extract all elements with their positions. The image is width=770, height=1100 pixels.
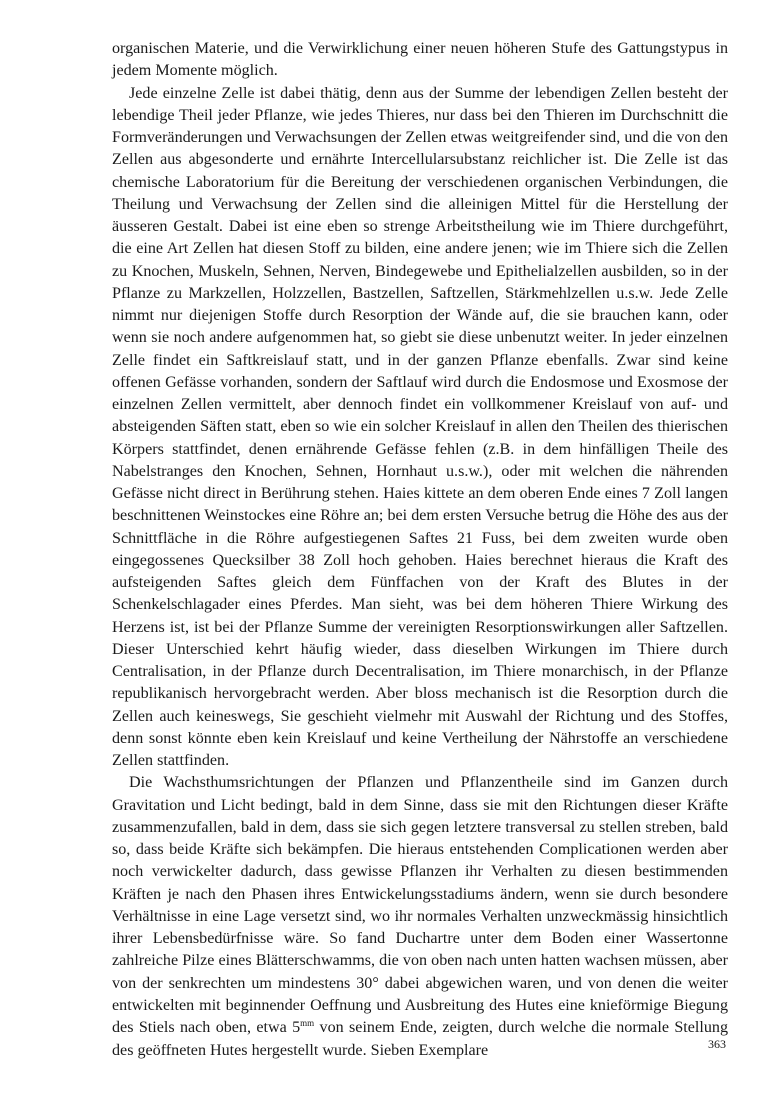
page-body: [112, 38, 728, 1063]
paragraph-3-text-a: Die Wachsthumsrichtungen der Pflanzen und Pflanzentheile sind im Ganzen durch Gravitation und Licht bedingt, bald in dem Sinne, dass sie mit den Richtungen dieser Kräfte zusammenzufallen, bald in dem, dass sie sich gegen letztere transversal zu stellen streben, bald so, dass beide Kräfte sich bekämpfen. Die hieraus entstehenden Complicationen werden aber noch verwickelter dadurch, dass gewisse Pflanzen ihr Verhalten zu diesen bestimmenden Kräften je nach den Phasen ihres Entwickelungsstadiums ändern, wenn sie durch besondere Verhältnisse in eine Lage versetzt sind, wo ihr normales Verhalten unzweckmässig hinsichtlich ihrer Lebensbedürfnisse wäre. So fand Duchartre unter dem Boden einer Wassertonne zahlreiche Pilze eines Blätterschwamms, die von oben nach unten hatten wachsen müssen, aber von der senkrechten um mindestens 30° dabei abgewichen waren, und von denen die weiter entwickelten mit beginnender Oeffnung und Ausbreitung des Hutes eine knieförmige Biegung des Stiels nach oben, etwa 5: [112, 774, 728, 1036]
paragraph-3: [112, 772, 728, 1062]
paragraph-3-text-b: von seinem Ende, zeigten, durch welche die normale Stellung des geöffneten Hutes hergestellt wurde. Sieben Exemplare: [112, 1019, 728, 1060]
paragraph-2: Jede einzelne Zelle ist dabei thätig, denn aus der Summe der lebendigen Zellen besteht der lebendige Theil jeder Pflanze, wie jedes Thieres, nur dass bei den Thieren im Durchschnitt die Formveränderungen und Verwachsungen der Zellen etwas weitgreifender sind, und die von den Zellen aus abgesonderte und ernährte Intercellularsubstanz reichlicher ist. Die Zelle ist das chemische Laboratorium für die Bereitung der verschiedenen organischen Verbindungen, die Theilung und Verwachsung der Zellen sind die alleinigen Mittel für die Herstellung der äusseren Gestalt. Dabei ist eine eben so strenge Arbeitstheilung wie im Thiere durchgeführt, die eine Art Zellen hat diesen Stoff zu bilden, eine andere jenen; wie im Thiere sich die Zellen zu Knochen, Muskeln, Sehnen, Nerven, Bindegewebe und Epithelialzellen ausbilden, so in der Pflanze zu Markzellen, Holzzellen, Bastzellen, Saftzellen, Stärkmehlzellen u.s.w. Jede Zelle nimmt nur diejenigen Stoffe durch Resorption der Wände auf, die sie brauchen kann, oder wenn sie noch andere aufgenommen hat, so giebt sie diese unbenutzt weiter. In jeder einzelnen Zelle findet ein Saftkreislauf statt, und in der ganzen Pflanze ebenfalls. Zwar sind keine offenen Gefässe vorhanden, sondern der Saftlauf wird durch die Endosmose und Exosmose der einzelnen Zellen vermittelt, aber dennoch findet ein vollkommener Kreislauf von auf- und absteigenden Säften statt, eben so wie ein solcher Kreislauf in allen den Theilen des thierischen Körpers stattfindet, denen ernährende Gefässe fehlen (z.B. in dem hinfälligen Theile des Nabelstranges den Knochen, Sehnen, Hornhaut u.s.w.), oder mit welchen die nährenden Gefässe nicht direct in Berührung stehen. Haies kittete an dem oberen Ende eines 7 Zoll langen beschnittenen Weinstockes eine Röhre an; bei dem ersten Versuche betrug die Höhe des aus der Schnittfläche in die Röhre aufgestiegenen Saftes 21 Fuss, bei dem zweiten wurde oben eingegossenes Quecksilber 38 Zoll hoch gehoben. Haies berechnet hieraus die Kraft des aufsteigenden Saftes gleich dem Fünffachen von der Kraft des Blutes in der Schenkelschlagader eines Pferdes. Man sieht, was bei dem höheren Thiere Wirkung des Herzens ist, ist bei der Pflanze Summe der vereinigten Resorptionswirkungen aller Saftzellen. Dieser Unterschied kehrt häufig wieder, dass dieselben Wirkungen im Thiere durch Centralisation, in der Pflanze durch Decentralisation, im Thiere monarchisch, in der Pflanze republikanisch hervorgebracht werden. Aber bloss mechanisch ist die Resorption durch die Zellen auch keineswegs, Sie geschieht vielmehr mit Auswahl der Richtung und des Stoffes, denn sonst könnte eben kein Kreislauf und keine Vertheilung der Nährstoffe an verschiedene Zellen stattfinden.: [112, 84, 728, 769]
page-number: 363: [708, 1037, 726, 1051]
unit-superscript: mm: [300, 1018, 315, 1028]
paragraph-1: organischen Materie, und die Verwirklichung einer neuen höheren Stufe des Gattungstypus in jedem Momente möglich.: [112, 40, 728, 80]
